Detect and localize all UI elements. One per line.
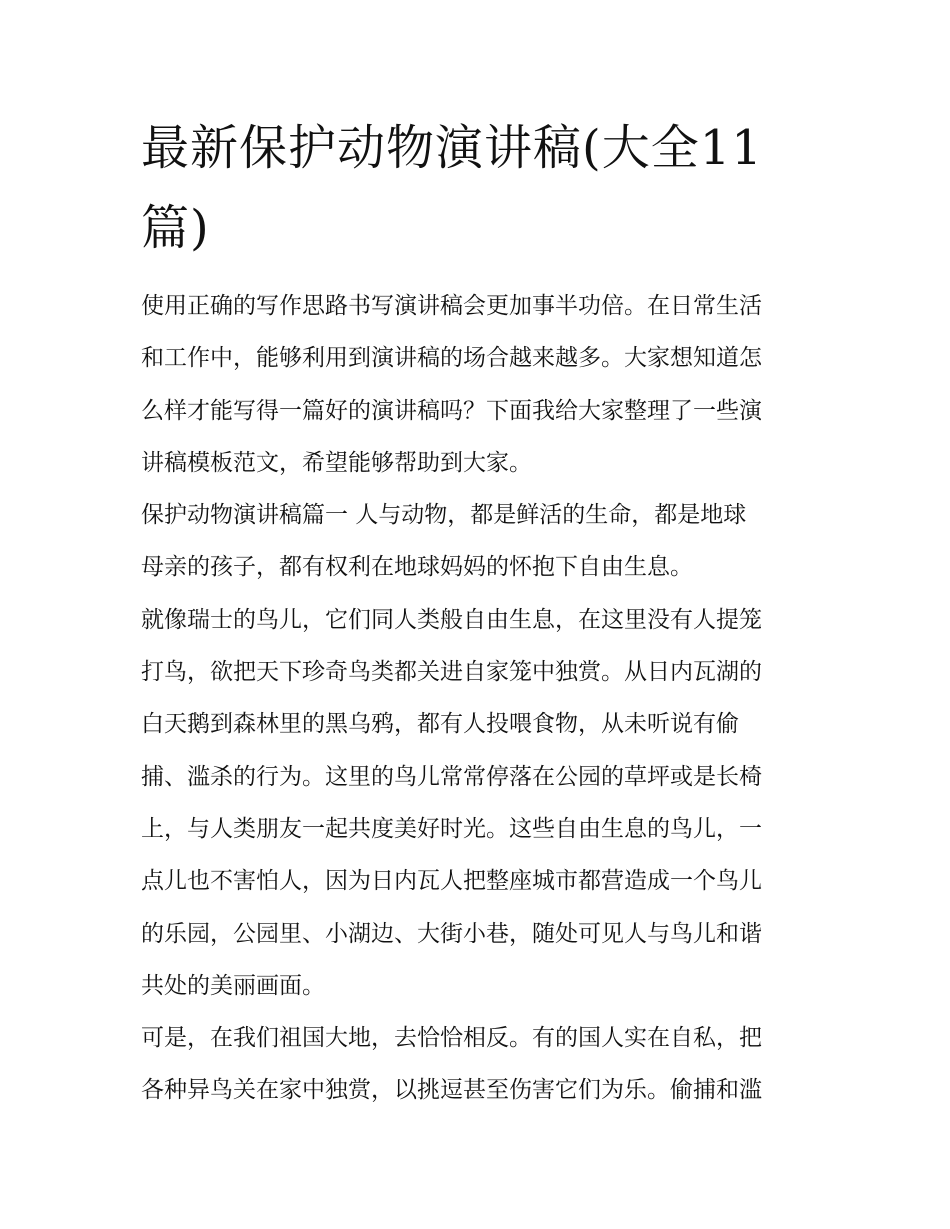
body-line: 可是，在我们祖国大地，去恰恰相反。有的国人实在自私，把 bbox=[141, 1025, 762, 1052]
body-line: 母亲的孩子，都有权利在地球妈妈的怀抱下自由生息。 bbox=[141, 554, 693, 581]
body-line: 的乐园，公园里、小湖边、大街小巷，随处可见人与鸟儿和谐 bbox=[141, 920, 762, 947]
body-line: 各种异鸟关在家中独赏，以挑逗甚至伤害它们为乐。偷捕和滥 bbox=[141, 1077, 762, 1104]
body-line: 点儿也不害怕人，因为日内瓦人把整座城市都营造成一个鸟儿 bbox=[141, 868, 762, 895]
title-line: 篇) bbox=[141, 200, 210, 256]
document-body bbox=[141, 280, 813, 1117]
body-line: 和工作中，能够利用到演讲稿的场合越来越多。大家想知道怎 bbox=[141, 345, 762, 372]
body-line: 上，与人类朋友一起共度美好时光。这些自由生息的鸟儿，一 bbox=[141, 815, 762, 842]
body-line: 就像瑞士的鸟儿，它们同人类般自由生息，在这里没有人提笼 bbox=[141, 606, 762, 633]
body-line: 捕、滥杀的行为。这里的鸟儿常常停落在公园的草坪或是长椅 bbox=[141, 763, 762, 790]
document-title bbox=[141, 108, 821, 268]
body-line: 么样才能写得一篇好的演讲稿吗？下面我给大家整理了一些演 bbox=[141, 397, 762, 424]
title-line: 最新保护动物演讲稿(大全11 bbox=[141, 120, 763, 176]
body-line: 共处的美丽画面。 bbox=[141, 972, 325, 999]
body-line: 白天鹅到森林里的黑乌鸦，都有人投喂食物，从未听说有偷 bbox=[141, 711, 739, 738]
body-line: 打鸟，欲把天下珍奇鸟类都关进自家笼中独赏。从日内瓦湖的 bbox=[141, 659, 762, 686]
body-line: 使用正确的写作思路书写演讲稿会更加事半功倍。在日常生活 bbox=[141, 293, 762, 319]
body-line: 讲稿模板范文，希望能够帮助到大家。 bbox=[141, 449, 532, 476]
body-line: 保护动物演讲稿篇一 人与动物，都是鲜活的生命，都是地球 bbox=[141, 502, 747, 529]
